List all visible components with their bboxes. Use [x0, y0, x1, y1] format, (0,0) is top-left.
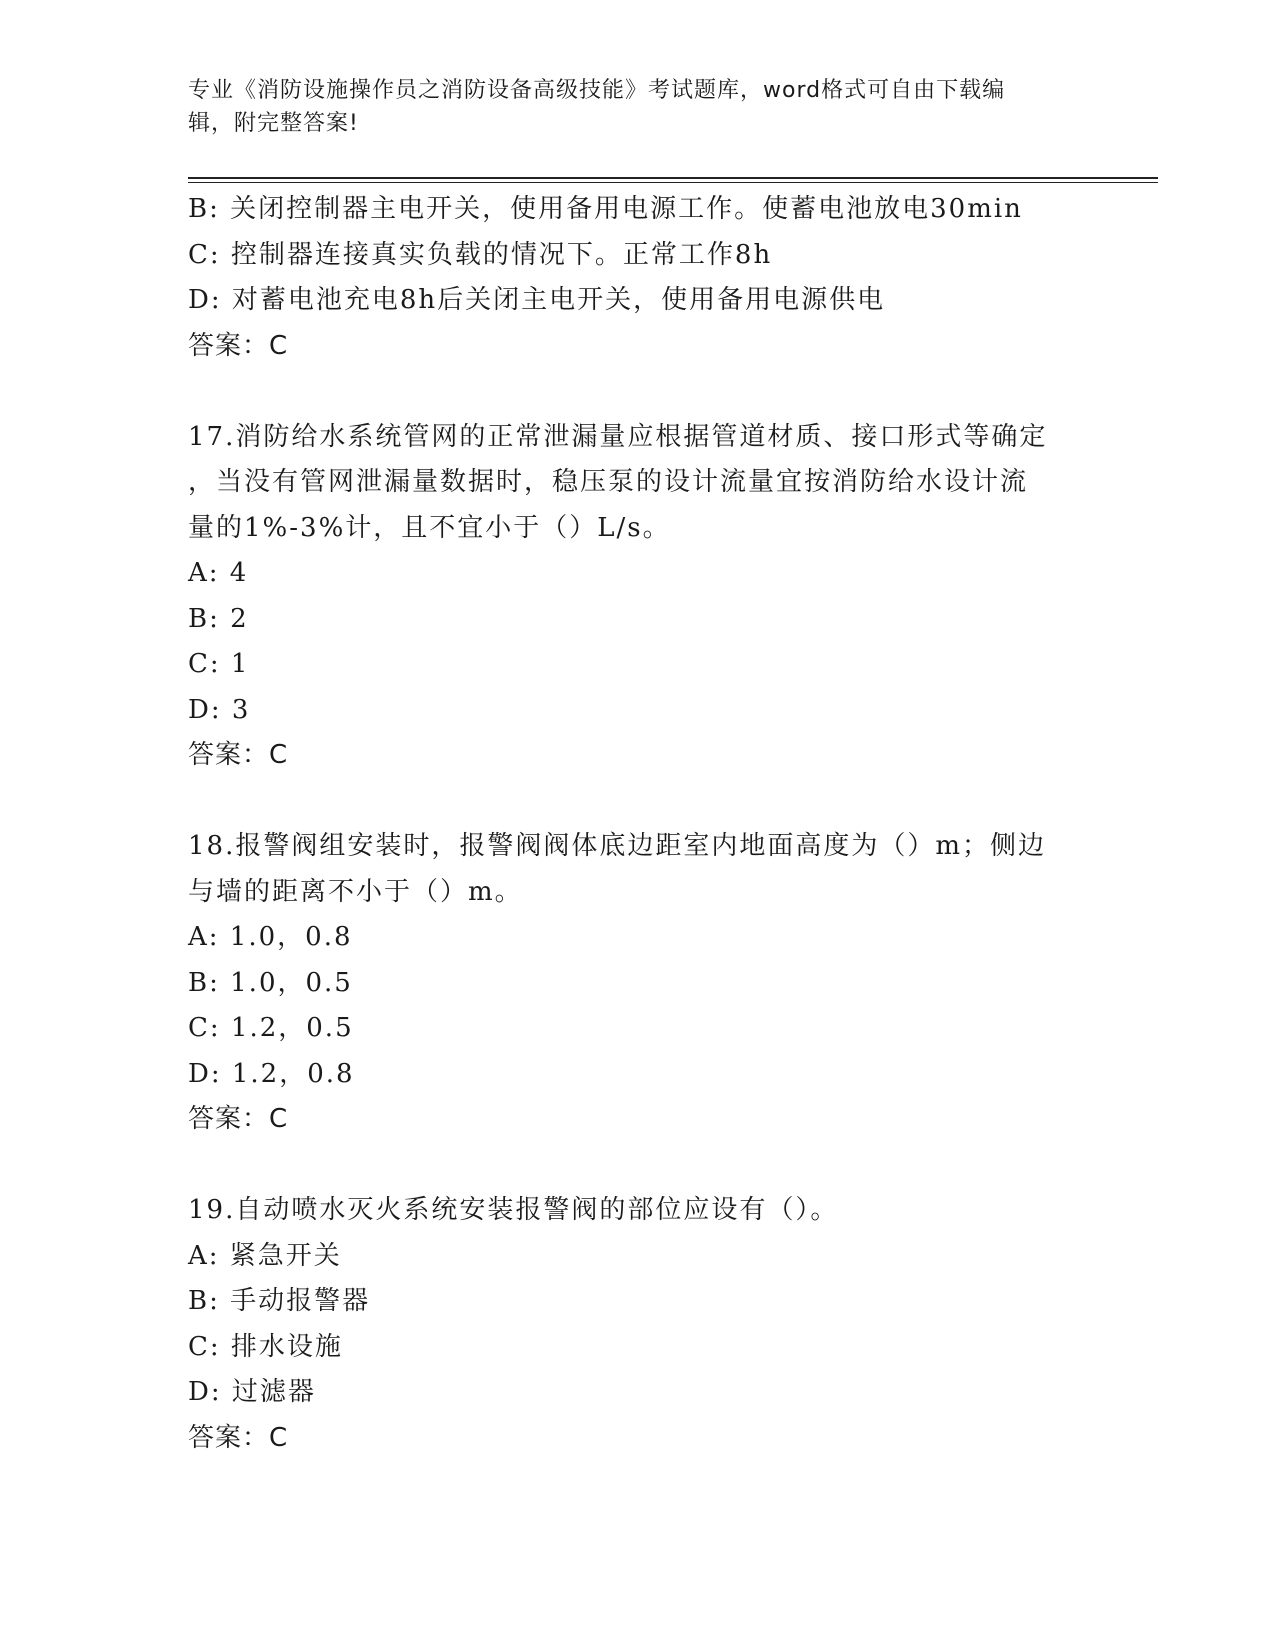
answer-line: 答案：C	[188, 740, 289, 770]
question-list	[188, 187, 1088, 1461]
option-d: D: 过滤器	[188, 1377, 316, 1407]
question-stem-line: 量的1%-3%计，且不宜小于（）L/s。	[188, 512, 671, 543]
question-17	[188, 415, 1088, 779]
header-divider-thin	[188, 182, 1158, 183]
option-d: D: 1.2，0.8	[188, 1058, 355, 1089]
spacer	[188, 779, 1088, 825]
answer-line: 答案：C	[188, 1422, 289, 1453]
option-a: A: 1.0，0.8	[188, 922, 353, 952]
answer-line: 答案：C	[188, 1104, 289, 1134]
option-b: B: 关闭控制器主电开关，使用备用电源工作。使蓄电池放电30min	[188, 194, 1023, 224]
option-b: B: 1.0，0.5	[188, 967, 353, 998]
option-c: C: 1	[188, 649, 250, 679]
question-16	[188, 187, 1088, 369]
question-stem-line: ，当没有管网泄漏量数据时，稳压泵的设计流量宜按消防给水设计流	[188, 467, 1029, 497]
option-c: C: 控制器连接真实负载的情况下。正常工作8h	[188, 239, 773, 270]
option-b: B: 手动报警器	[188, 1286, 371, 1316]
option-c: C: 1.2，0.5	[188, 1013, 354, 1043]
option-a: A: 4	[188, 558, 249, 588]
header-line-2: 辑，附完整答案!	[188, 111, 359, 136]
question-19	[188, 1188, 1088, 1461]
question-stem-line: 与墙的距离不小于（）m。	[188, 876, 523, 907]
question-stem-line: 19.自动喷水灭火系统安装报警阀的部位应设有（）。	[188, 1195, 839, 1225]
spacer	[188, 1143, 1088, 1189]
spacer	[188, 369, 1088, 415]
document-header	[188, 74, 1088, 140]
option-c: C: 排水设施	[188, 1331, 343, 1362]
header-line-1: 专业《消防设施操作员之消防设备高级技能》考试题库，word格式可自由下载编	[188, 78, 1006, 103]
question-stem-line: 18.报警阀组安装时，报警阀阀体底边距室内地面高度为（）m；侧边	[188, 831, 1047, 861]
option-a: A: 紧急开关	[188, 1240, 342, 1271]
option-d: D: 对蓄电池充电8h后关闭主电开关，使用备用电源供电	[188, 285, 886, 315]
option-d: D: 3	[188, 694, 251, 725]
question-stem-line: 17.消防给水系统管网的正常泄漏量应根据管道材质、接口形式等确定	[188, 421, 1048, 452]
question-18	[188, 824, 1088, 1143]
answer-line: 答案：C	[188, 330, 289, 361]
option-b: B: 2	[188, 603, 249, 634]
header-divider-thick	[188, 177, 1158, 179]
